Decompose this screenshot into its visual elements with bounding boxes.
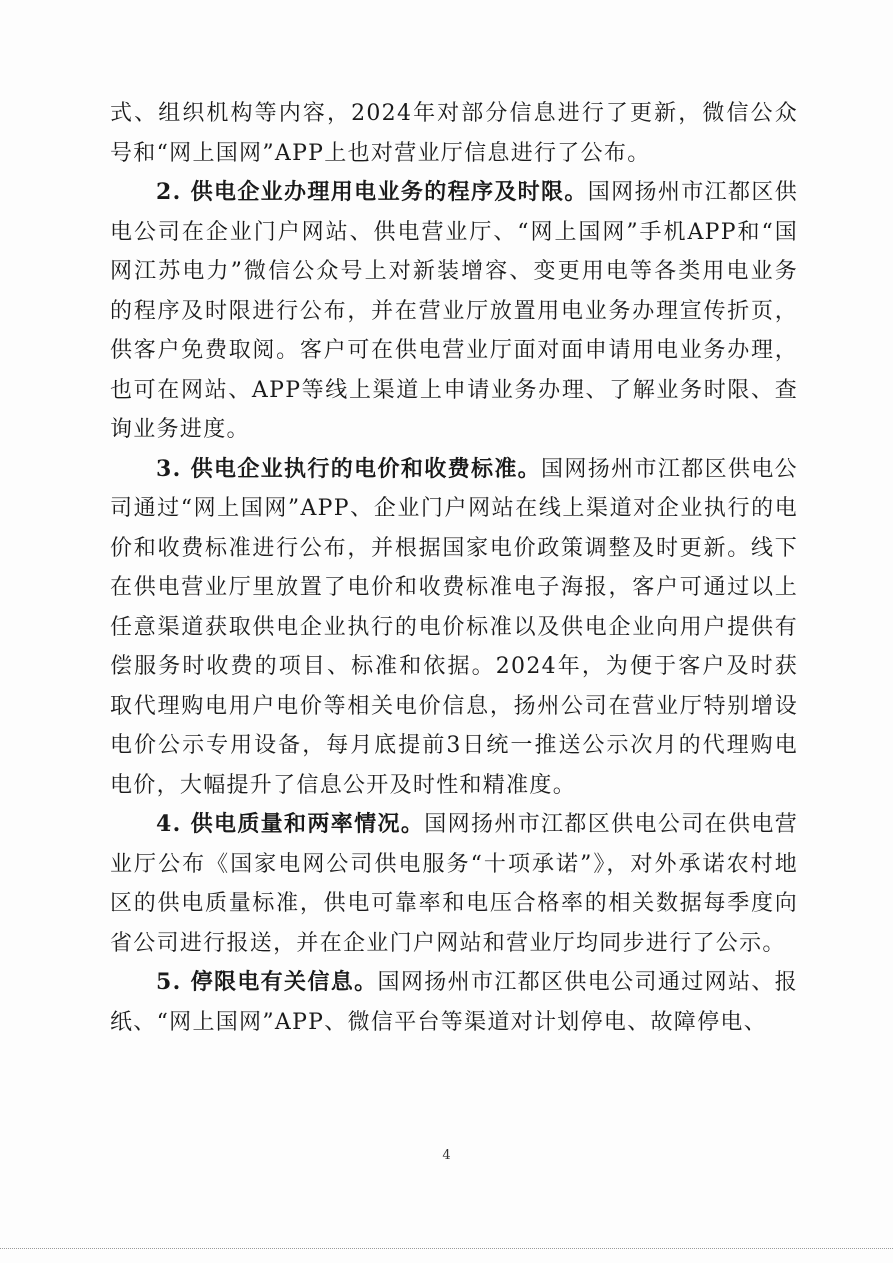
paragraph-heading: 4. 供电质量和两率情况。 [156,811,425,837]
paragraph-text: 式、组织机构等内容，2024年对部分信息进行了更新，微信公众号和“网上国网”APP上也对营业厅信息进行了公布。 [110,101,798,166]
paragraph-text: 国网扬州市江都区供电公司通过“网上国网”APP、企业门户网站在线上渠道对企业执行的电价和收费标准进行公布，并根据国家电价政策调整及时更新。线下在供电营业厅里放置了电价和收费标准电子海报，客户可通过以上任意渠道获取供电企业执行的电价标准以及供电企业向用户提供有偿服务时收费的项目、标准和依据。2024年，为便于客户及时获取代理购电用户电价等相关电价信息，扬州公司在营业厅特别增设电价公示专用设备，每月底提前3日统一推送公示次月的代理购电电价，大幅提升了信息公开及时性和精准度。 [110,456,798,798]
paragraph-electricity-prices [110,450,798,806]
scan-edge-divider [0,1248,893,1249]
paragraph-continuation [110,94,798,173]
paragraph-outage-info [110,963,798,1042]
paragraph-text: 国网扬州市江都区供电公司在企业门户网站、供电营业厅、“网上国网”手机APP和“国网江苏电力”微信公众号上对新装增容、变更用电等各类用电业务的程序及时限进行公布，并在营业厅放置用电业务办理宣传折页，供客户免费取阅。客户可在供电营业厅面对面申请用电业务办理，也可在网站、APP等线上渠道上申请业务办理、了解业务时限、查询业务进度。 [110,180,798,442]
paragraph-text: 国网扬州市江都区供电公司通过网站、报纸、“网上国网”APP、微信平台等渠道对计划停电、故障停电、 [110,970,798,1035]
paragraph-service-procedures [110,173,798,450]
paragraph-text: 国网扬州市江都区供电公司在供电营业厅公布《国家电网公司供电服务“十项承诺”》，对外承诺农村地区的供电质量标准，供电可靠率和电压合格率的相关数据每季度向省公司进行报送，并在企业门户网站和营业厅均同步进行了公示。 [110,812,798,956]
document-body [110,94,798,1042]
paragraph-supply-quality [110,805,798,963]
paragraph-heading: 5. 停限电有关信息。 [156,969,378,995]
paragraph-heading: 2. 供电企业办理用电业务的程序及时限。 [156,179,588,205]
page-number: 4 [442,1148,451,1163]
paragraph-heading: 3. 供电企业执行的电价和收费标准。 [156,455,542,482]
